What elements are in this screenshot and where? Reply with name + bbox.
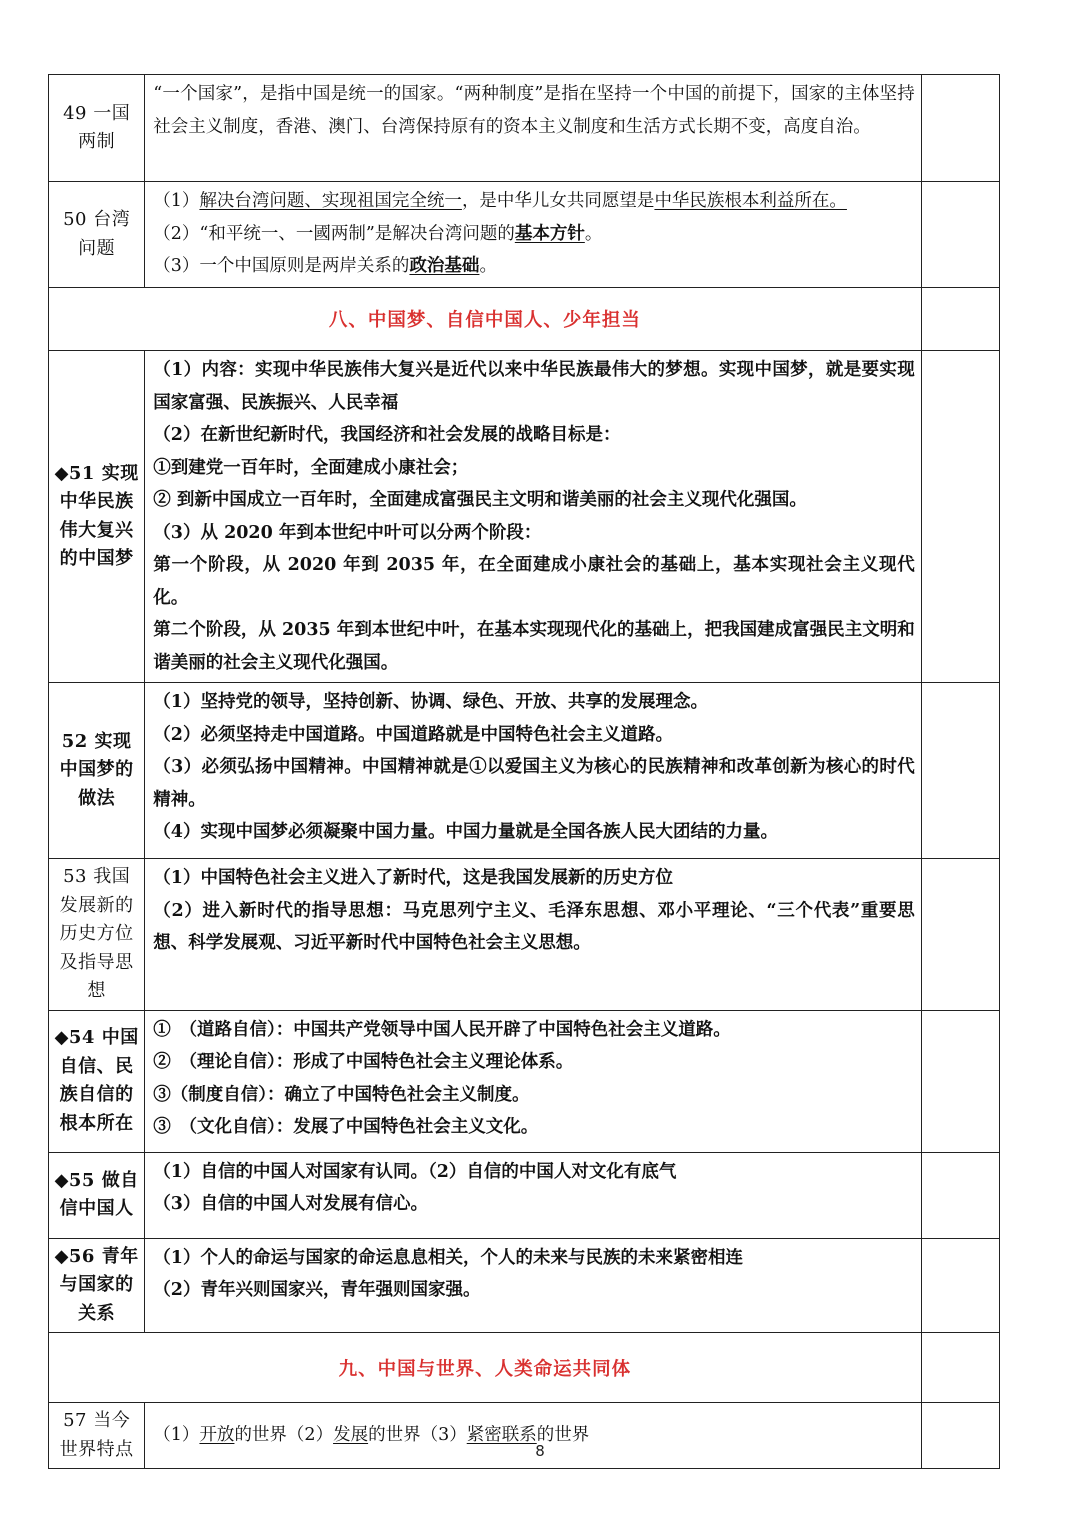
row-content-56: [145, 1238, 921, 1333]
underlined-text: 开放: [199, 1425, 235, 1446]
text-span: （2）“和平统一、一國两制”是解决台湾问题的: [153, 223, 515, 244]
row-54-item-2: ② （理论自信）：形成了中国特色社会主义理论体系。: [153, 1052, 574, 1072]
row-53-item-1: （1）中国特色社会主义进入了新时代，这是我国发展新的历史方位: [153, 868, 673, 888]
row-51-item-2: （2）在新世纪新时代，我国经济和社会发展的战略目标是：: [153, 425, 621, 445]
table-row-54: [49, 1010, 1000, 1152]
table-row-49: [49, 75, 1000, 182]
text-span: ，是中华儿女共同愿望是: [461, 191, 655, 211]
table-row-55: [49, 1152, 1000, 1238]
row-50-item-2: [153, 218, 914, 251]
row-55-item-1: （1）自信的中国人对国家有认同。（2）自信的中国人对文化有底气: [153, 1161, 677, 1182]
row-extra-cell: [921, 859, 999, 1011]
row-54-item-1: ① （道路自信）：中国共产党领导中国人民开辟了中国特色社会主义道路。: [153, 1019, 731, 1040]
row-extra-cell: [921, 1238, 999, 1333]
row-extra-cell: [921, 182, 999, 288]
row-extra-cell: [921, 351, 999, 683]
row-content-54: [145, 1010, 921, 1152]
table-row-52: [49, 683, 1000, 859]
row-extra-cell: [921, 1010, 999, 1152]
table-row-50: [49, 182, 1000, 288]
row-extra-cell: [921, 75, 999, 182]
row-49-text: “一个国家”，是指中国是统一的国家。“两种制度”是指在坚持一个中国的前提下，国家的主体坚持社会主义制度，香港、澳门、台湾保持原有的资本主义制度和生活方式长期不变，高度自治。: [153, 84, 915, 137]
row-55-item-2: （3）自信的中国人对发展有信心。: [153, 1194, 428, 1214]
table-row-51: [49, 351, 1000, 683]
row-label-53: 53 我国发展新的历史方位及指导思想: [49, 859, 145, 1011]
row-53-item-2: （2）进入新时代的指导思想：马克思列宁主义、毛泽东思想、邓小平理论、“三个代表”重要思想、科学发展观、习近平新时代中国特色社会主义思想。: [153, 900, 915, 953]
row-label-50: 50 台湾问题: [49, 182, 145, 288]
row-label-49: 49 一国两制: [49, 75, 145, 182]
section-heading-9: 九、中国与世界、人类命运共同体: [49, 1333, 922, 1403]
underlined-text: 解决台湾问题、实现祖国完全统一: [199, 191, 462, 211]
row-extra-cell: [921, 683, 999, 859]
section-heading-row-9: [49, 1333, 1000, 1403]
table-row-53: [49, 859, 1000, 1011]
section-heading-row-8: [49, 288, 1000, 351]
text-span: 的世界（3）: [368, 1425, 467, 1446]
text-span: 的世界: [536, 1425, 590, 1446]
row-content-52: [145, 683, 921, 859]
underlined-bold-text: 政治基础: [409, 256, 480, 276]
row-52-item-2: （2）必须坚持走中国道路。中国道路就是中国特色社会主义道路。: [153, 724, 673, 745]
text-span: 。: [584, 223, 603, 244]
row-56-item-1: （1）个人的命运与国家的命运息息相关，个人的未来与民族的未来紧密相连: [153, 1247, 743, 1268]
text-span: 。: [479, 256, 497, 276]
text-span: （3）一个中国原则是两岸关系的: [153, 256, 410, 276]
row-extra-cell: [921, 1152, 999, 1238]
row-content-49: [145, 75, 921, 182]
row-label-55: ◆55 做自信中国人: [49, 1152, 145, 1238]
row-51-item-4: ② 到新中国成立一百年时，全面建成富强民主文明和谐美丽的社会主义现代化强国。: [153, 490, 807, 510]
underlined-text: 紧密联系: [466, 1425, 537, 1446]
row-51-item-1: （1）内容：实现中华民族伟大复兴是近代以来中华民族最伟大的梦想。实现中国梦，就是要实现国家富强、民族振兴、人民幸福: [153, 360, 915, 413]
row-52-item-4: （4）实现中国梦必须凝聚中国力量。中国力量就是全国各族人民大团结的力量。: [153, 822, 778, 842]
row-51-item-7: 第二个阶段，从 2035 年到本世纪中叶，在基本实现现代化的基础上，把我国建成富强民主文明和谐美丽的社会主义现代化强国。: [153, 620, 915, 673]
row-content-50: [145, 182, 921, 288]
row-content-51: [145, 351, 921, 683]
row-label-51: ◆51 实现中华民族伟大复兴的中国梦: [49, 351, 145, 683]
row-extra-cell: [921, 1333, 999, 1403]
row-content-55: [145, 1152, 921, 1238]
row-51-item-6: 第一个阶段，从 2020 年到 2035 年，在全面建成小康社会的基础上，基本实现社会主义现代化。: [153, 555, 915, 608]
text-span: 的世界（2）: [234, 1425, 334, 1446]
row-label-54: ◆54 中国自信、民族自信的根本所在: [49, 1010, 145, 1152]
table-row-56: [49, 1238, 1000, 1333]
row-54-item-3: ③（制度自信）：确立了中国特色社会主义制度。: [153, 1084, 530, 1105]
row-52-item-1: （1）坚持党的领导，坚持创新、协调、绿色、开放、共享的发展理念。: [153, 692, 708, 712]
row-label-52: 52 实现中国梦的做法: [49, 683, 145, 859]
underlined-bold-text: 基本方针: [514, 223, 585, 244]
row-50-item-1: [153, 185, 914, 218]
row-50-item-3: [153, 250, 914, 283]
row-56-item-2: （2）青年兴则国家兴，青年强则国家强。: [153, 1280, 481, 1300]
row-label-56: ◆56 青年与国家的关系: [49, 1238, 145, 1333]
underlined-text: 发展: [333, 1425, 369, 1446]
row-extra-cell: [921, 288, 999, 351]
text-span: （1）: [153, 1425, 200, 1446]
knowledge-table: [48, 74, 1000, 1469]
row-51-item-3: ①到建党一百年时，全面建成小康社会；: [153, 457, 469, 478]
row-52-item-3: （3）必须弘扬中国精神。中国精神就是①以爱国主义为核心的民族精神和改革创新为核心的时代精神。: [153, 757, 915, 810]
page-number: 8: [535, 1442, 545, 1460]
row-54-item-4: ③ （文化自信）：发展了中国特色社会主义文化。: [153, 1117, 539, 1137]
text-span: （1）: [153, 191, 200, 211]
row-content-53: [145, 859, 921, 1011]
underlined-text: 中华民族根本利益所在。: [654, 191, 847, 211]
row-label-57: 57 当今世界特点: [49, 1403, 145, 1469]
row-51-item-5: （3）从 2020 年到本世纪中叶可以分两个阶段：: [153, 522, 542, 543]
section-heading-8: 八、中国梦、自信中国人、少年担当: [49, 288, 922, 351]
